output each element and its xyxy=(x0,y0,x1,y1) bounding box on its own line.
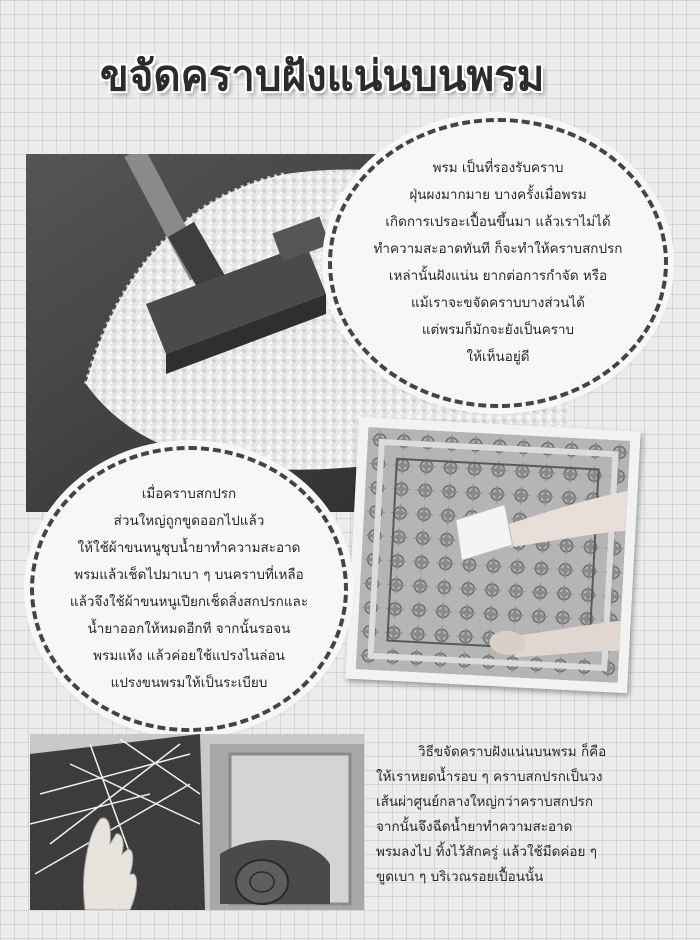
wipe-line: ส่วนใหญ่ถูกขูดออกไปแล้ว xyxy=(113,513,265,529)
paragraph-line: พรมลงไป ทิ้งไว้สักครู่ แล้วใช้มีดค่อย ๆ xyxy=(376,844,597,860)
rolled-rug-photo xyxy=(30,734,364,910)
cleaning-rug-photo xyxy=(345,417,640,693)
wipe-line: พรมแล้วเช็ดไปมาเบา ๆ บนคราบที่เหลือ xyxy=(74,567,304,583)
page-title: ขจัดคราบฝังแน่นบนพรม xyxy=(100,51,545,100)
persian-rug-illustration xyxy=(356,427,630,682)
intro-line: เหล่านั้นฝังแน่น ยากต่อการกำจัด หรือ xyxy=(388,268,608,284)
wipe-line: เมื่อคราบสกปรก xyxy=(141,486,237,502)
intro-line: ฝุ่นผงมากมาย บางครั้งเมื่อพรม xyxy=(409,187,587,203)
rolled-rug-illustration xyxy=(30,734,364,910)
paragraph-line: วิธีขจัดคราบฝังแน่นบนพรม ก็คือ xyxy=(418,744,607,760)
intro-line: ให้เห็นอยู่ดี xyxy=(466,349,530,365)
wipe-line: ให้ใช้ผ้าขนหนูชุบน้ำยาทำความสะอาด xyxy=(77,540,301,556)
stain-removal-paragraph xyxy=(376,740,676,890)
paragraph-line: ขูดเบา ๆ บริเวณรอยเปื้อนนั้น xyxy=(376,869,544,885)
wipe-line: น้ำยาออกให้หมดอีกที จากนั้นรอจน xyxy=(87,621,291,637)
wipe-line: พรมแห้ง แล้วค่อยใช้แปรงไนล่อน xyxy=(93,648,285,664)
wipe-line: แปรงขนพรมให้เป็นระเบียบ xyxy=(110,675,268,691)
intro-line: ทำความสะอาดทันที ก็จะทำให้คราบสกปรก xyxy=(373,241,623,257)
intro-line: แม้เราจะขจัดคราบบางส่วนได้ xyxy=(411,295,585,311)
paragraph-line: ให้เราหยดน้ำรอบ ๆ คราบสกปรกเป็นวง xyxy=(376,769,603,785)
paragraph-line: เส้นผ่าศูนย์กลางใหญ่กว่าคราบสกปรก xyxy=(376,794,594,810)
wipe-line: แล้วจึงใช้ผ้าขนหนูเปียกเช็ดสิ่งสกปรกและ xyxy=(69,594,309,610)
wipe-instructions-bubble xyxy=(30,446,348,732)
intro-bubble xyxy=(328,118,668,408)
intro-line: เกิดการเปรอะเปื้อนขึ้นมา แล้วเราไม่ได้ xyxy=(385,214,611,230)
paragraph-line: จากนั้นจึงฉีดน้ำยาทำความสะอาด xyxy=(376,819,573,835)
intro-line: พรม เป็นที่รองรับคราบ xyxy=(432,160,564,176)
intro-line: แต่พรมก็มักจะยังเป็นคราบ xyxy=(421,322,575,338)
